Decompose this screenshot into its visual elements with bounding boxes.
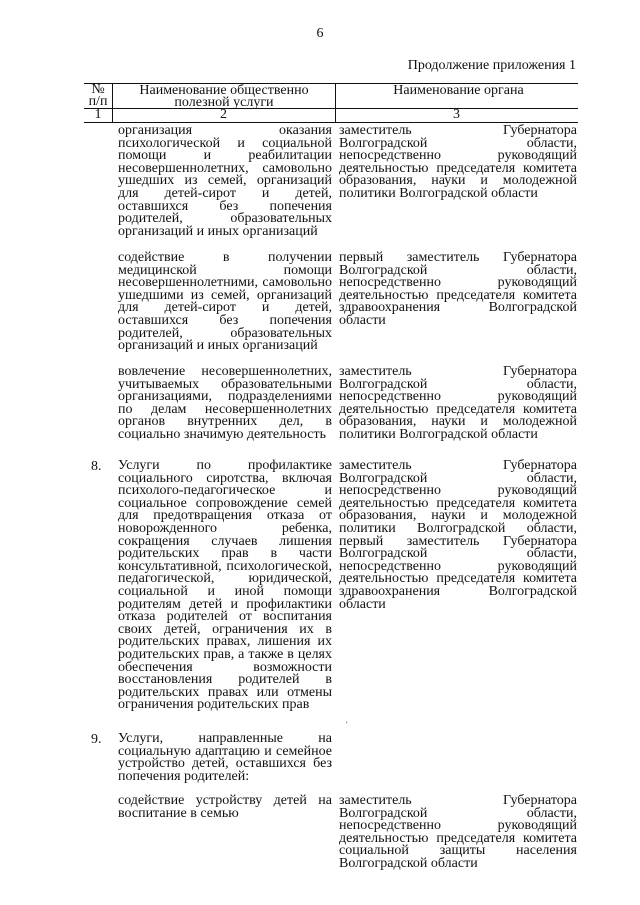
table-row-service: содействие в получении медицинской помощи несовершеннолетними, самовольно ушедшими из семей, организаций для детей-сирот и детей, оставшихся без попечения родителей, образовательных организаций и иных организаций [118, 250, 332, 354]
table-row-organ: заместитель Губернатора Волгоградской области, непосредственно руководящий деятельностью председателя комитета образования, науки и молодежной политики Волгоградской области [339, 123, 577, 201]
table-row-service: Услуги по профилактике социального сиротства, включая психолого-педагогическое и социальное сопровождение семей для предотвращения отказа от новорожденного ребенка, сокращения случаев лишения родительских прав в части консультативной, психологической, педагогической, юридической, социальной и иной помощи родителям детей и профилактики отказа родителей от воспитания своих детей, ограничения их в родительских правах, лишения их родительских прав, а также в целях обеспечения возможности восстановления родителей в родительских правах или отмены ограничения родительских прав [118, 458, 332, 713]
header-col-index-3: 3 [453, 107, 460, 122]
table-row-organ: заместитель Губернатора Волгоградской области, непосредственно руководящий деятельностью председателя комитета образования, науки и молодежной политики Волгоградской области, первый заместитель Губернатора Волгоградской области, непосредственно руководящий деятельностью председателя комитета здравоохранения Волгоградской области [339, 458, 577, 612]
header-col-number: № п/п [88, 82, 108, 109]
stray-mark: ' [346, 720, 348, 730]
table-row-organ: заместитель Губернатора Волгоградской области, непосредственно руководящий деятельностью председателя комитета социальной защиты населения Волгоградской области [339, 793, 577, 871]
header-col-service: Наименование общественно полезной услуги [139, 83, 309, 110]
page-number: 6 [316, 26, 324, 41]
row-number: 8. [91, 459, 102, 474]
row-number: 9. [91, 732, 102, 747]
table-row-organ: заместитель Губернатора Волгоградской области, непосредственно руководящий деятельностью председателя комитета образования, науки и молодежной политики Волгоградской области [339, 364, 577, 442]
table-header [84, 83, 578, 123]
table-row-service: Услуги, направленные на социальную адаптацию и семейное устройство детей, оставшихся без попечения родителей: [118, 731, 332, 784]
header-col-organ: Наименование органа [393, 83, 524, 98]
table-row-service: вовлечение несовершеннолетних, учитываемых образовательными организациями, подразделениями по делам несовершеннолетних органов внутренних дел, в социально значимую деятельность [118, 364, 332, 442]
table-row-organ: первый заместитель Губернатора Волгоградской области, непосредственно руководящий деятельностью председателя комитета здравоохранения Волгоградской области [339, 250, 577, 328]
header-col-index-2: 2 [220, 107, 227, 122]
header-col-index-1: 1 [94, 107, 102, 122]
continuation-note: Продолжение приложения 1 [407, 58, 576, 73]
table-row-service: содействие устройству детей на воспитание в семью [118, 793, 332, 821]
table-row-service: организация оказания психологической и социальной помощи и реабилитации несовершеннолетних, самовольно ушедших из семей, организаций для детей-сирот и детей, оставшихся без попечения родителей, образовательных организаций и иных организаций [118, 123, 332, 239]
